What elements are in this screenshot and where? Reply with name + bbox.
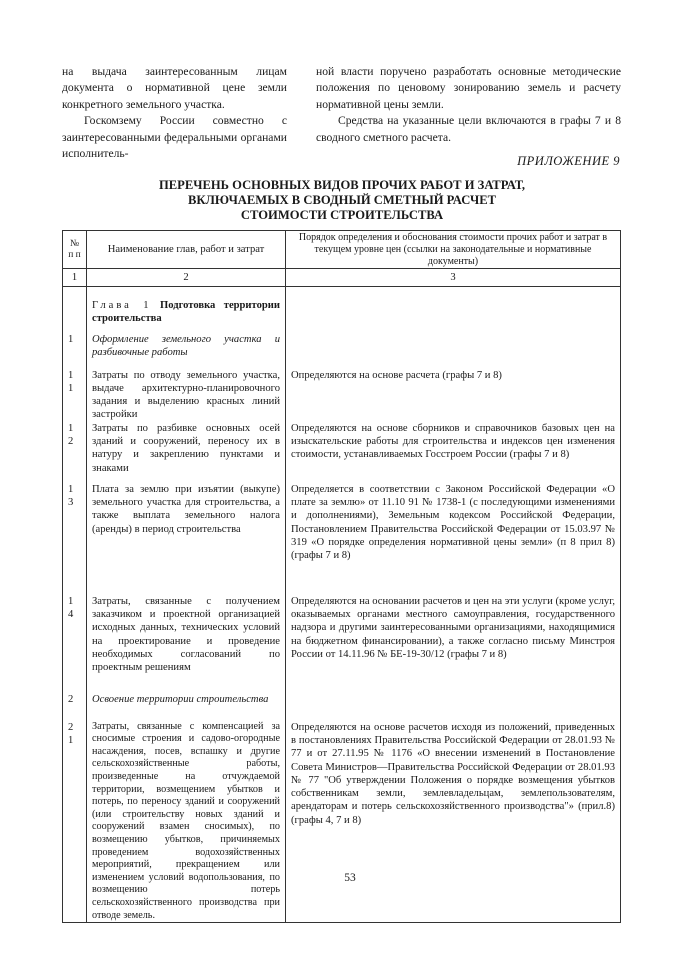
header-name: Наименование глав, работ и затрат bbox=[87, 231, 286, 269]
document-title bbox=[62, 178, 622, 223]
row-number: 1 3 bbox=[63, 483, 87, 595]
row-description: Определяются на основании расчетов и цен на эти услуги (кроме услуг, оказываемых органами местного самоуправления, государственного надзора и другими заинтересованными организациями, находящимися на бюджетном финансировании), а также согласно письму Минстроя России от 14.11.96 № БЕ-19-30/12 (графы 7 и 8) bbox=[286, 595, 621, 693]
row-number: 2 bbox=[63, 693, 87, 721]
row-description: Определяются на основе расчета (графы 7 и 8) bbox=[286, 369, 621, 422]
row-number: 1 2 bbox=[63, 422, 87, 483]
intro-paragraph: Средства на указанные цели включаются в графы 7 и 8 сводного сметного расчета. bbox=[316, 114, 621, 144]
section-name: Оформление земельного участка и разбивочные работы bbox=[87, 327, 286, 369]
table-row bbox=[63, 369, 621, 422]
row-name: Затраты по разбивке основных осей зданий и сооружений, переносу их в натуру и закреплению пунктами и знаками bbox=[87, 422, 286, 483]
row-number: 1 4 bbox=[63, 595, 87, 693]
column-number: 2 bbox=[87, 269, 286, 287]
row-number: 2 1 bbox=[63, 721, 87, 923]
column-number: 3 bbox=[286, 269, 621, 287]
row-description: Определяется в соответствии с Законом Российской Федерации «О плате за землю» от 11.10 91 № 1738-1 (с последующими изменениями и дополнениями), Земельным кодексом Российской Федерации, Постановлением Правительства Российской Федерации от 15.03.97 № 319 «О порядке определения нормативной цены земли» (п 8 прил 8) (графы 7 и 8) bbox=[286, 483, 621, 595]
row-number: 1 bbox=[63, 327, 87, 369]
table-row bbox=[63, 693, 621, 721]
chapter-heading bbox=[87, 287, 286, 327]
table-row bbox=[63, 721, 621, 923]
intro-paragraph: ной власти поручено разработать основные методические положения по ценовому зонированию земель и расчету нормативной цены земли. bbox=[316, 65, 621, 111]
table-header-row bbox=[63, 231, 621, 269]
intro-left-column bbox=[62, 64, 287, 162]
row-description: Определяются на основе расчетов исходя из положений, приведенных в постановлениях Правительства Российской Федерации от 28.01.93 № 77 и от 27.11.95 № 1176 «О внесении изменений в Постановление Совета Министров—Правительства Российской Федерации от 28.01.93 № 77 "Об утверждении Положения о порядке возмещения убытков собственникам земли, землевладельцам, землепользователям, арендаторам и потерь сельскохозяйственного производства"» (прил.8) (графы 4, 7 и 8) bbox=[286, 721, 621, 923]
works-table bbox=[62, 230, 621, 923]
header-number: № п п bbox=[63, 231, 87, 269]
header-description: Порядок определения и обоснования стоимости прочих работ и затрат в текущем уровне цен (ссылки на законодательные и нормативные документы) bbox=[286, 231, 621, 269]
row-name: Затраты по отводу земельного участка, выдаче архитектурно-планировочного задания и выделению красных линий застройки bbox=[87, 369, 286, 422]
section-name: Освоение территории строительства bbox=[87, 693, 286, 721]
title-line: СТОИМОСТИ СТРОИТЕЛЬСТВА bbox=[240, 208, 444, 222]
intro-right-column bbox=[316, 64, 621, 146]
intro-paragraph: на выдача заинтересованным лицам документа о нормативной цене земли конкретного земельного участка. bbox=[62, 65, 287, 111]
chapter-row bbox=[63, 287, 621, 327]
page-number: 53 bbox=[344, 872, 356, 884]
title-line: ПЕРЕЧЕНЬ ОСНОВНЫХ ВИДОВ ПРОЧИХ РАБОТ И ЗАТРАТ, bbox=[158, 178, 526, 192]
chapter-prefix: Глава 1 bbox=[92, 300, 152, 311]
table-row bbox=[63, 327, 621, 369]
table-row bbox=[63, 595, 621, 693]
table-row bbox=[63, 483, 621, 595]
row-number: 1 1 bbox=[63, 369, 87, 422]
intro-paragraph: Госкомзему России совместно с заинтересованными федеральными органами исполнитель- bbox=[62, 114, 287, 161]
column-numbers-row bbox=[63, 269, 621, 287]
column-number: 1 bbox=[63, 269, 87, 287]
table-row bbox=[63, 422, 621, 483]
title-line: ВКЛЮЧАЕМЫХ В СВОДНЫЙ СМЕТНЫЙ РАСЧЕТ bbox=[187, 193, 497, 207]
row-name: Плата за землю при изъятии (выкупе) земельного участка для строительства, а также выплата земельного налога (аренды) в период строительства bbox=[87, 483, 286, 595]
chapter-title: Подготовка территории строительства bbox=[92, 300, 280, 325]
row-description: Определяются на основе сборников и справочников базовых цен на изыскательские работы для строительства и индексов цен изменения стоимости, устанавливаемых Госстроем России (графы 7 и 8) bbox=[286, 422, 621, 483]
appendix-label: ПРИЛОЖЕНИЕ 9 bbox=[517, 154, 620, 168]
row-name: Затраты, связанные с получением заказчиком и проектной организацией исходных данных, технических условий на проектирование и проведение необходимых согласований по проектным решениям bbox=[87, 595, 286, 693]
row-name: Затраты, связанные с компенсацией за сносимые строения и садово-огородные насаждения, посев, вспашку и другие сельскохозяйственные работы, произведенные на отчуждаемой территории, возмещением убытков и потерь, по переносу зданий и сооружений (или строительству новых зданий и сооружений взамен сносимых), по возмещению убытков, причиняемых проведением водохозяйственных мероприятий, прекращением или изменением условий водопользования, по возмещению потерь сельскохозяйственного производства при отводе земель. bbox=[87, 721, 286, 923]
